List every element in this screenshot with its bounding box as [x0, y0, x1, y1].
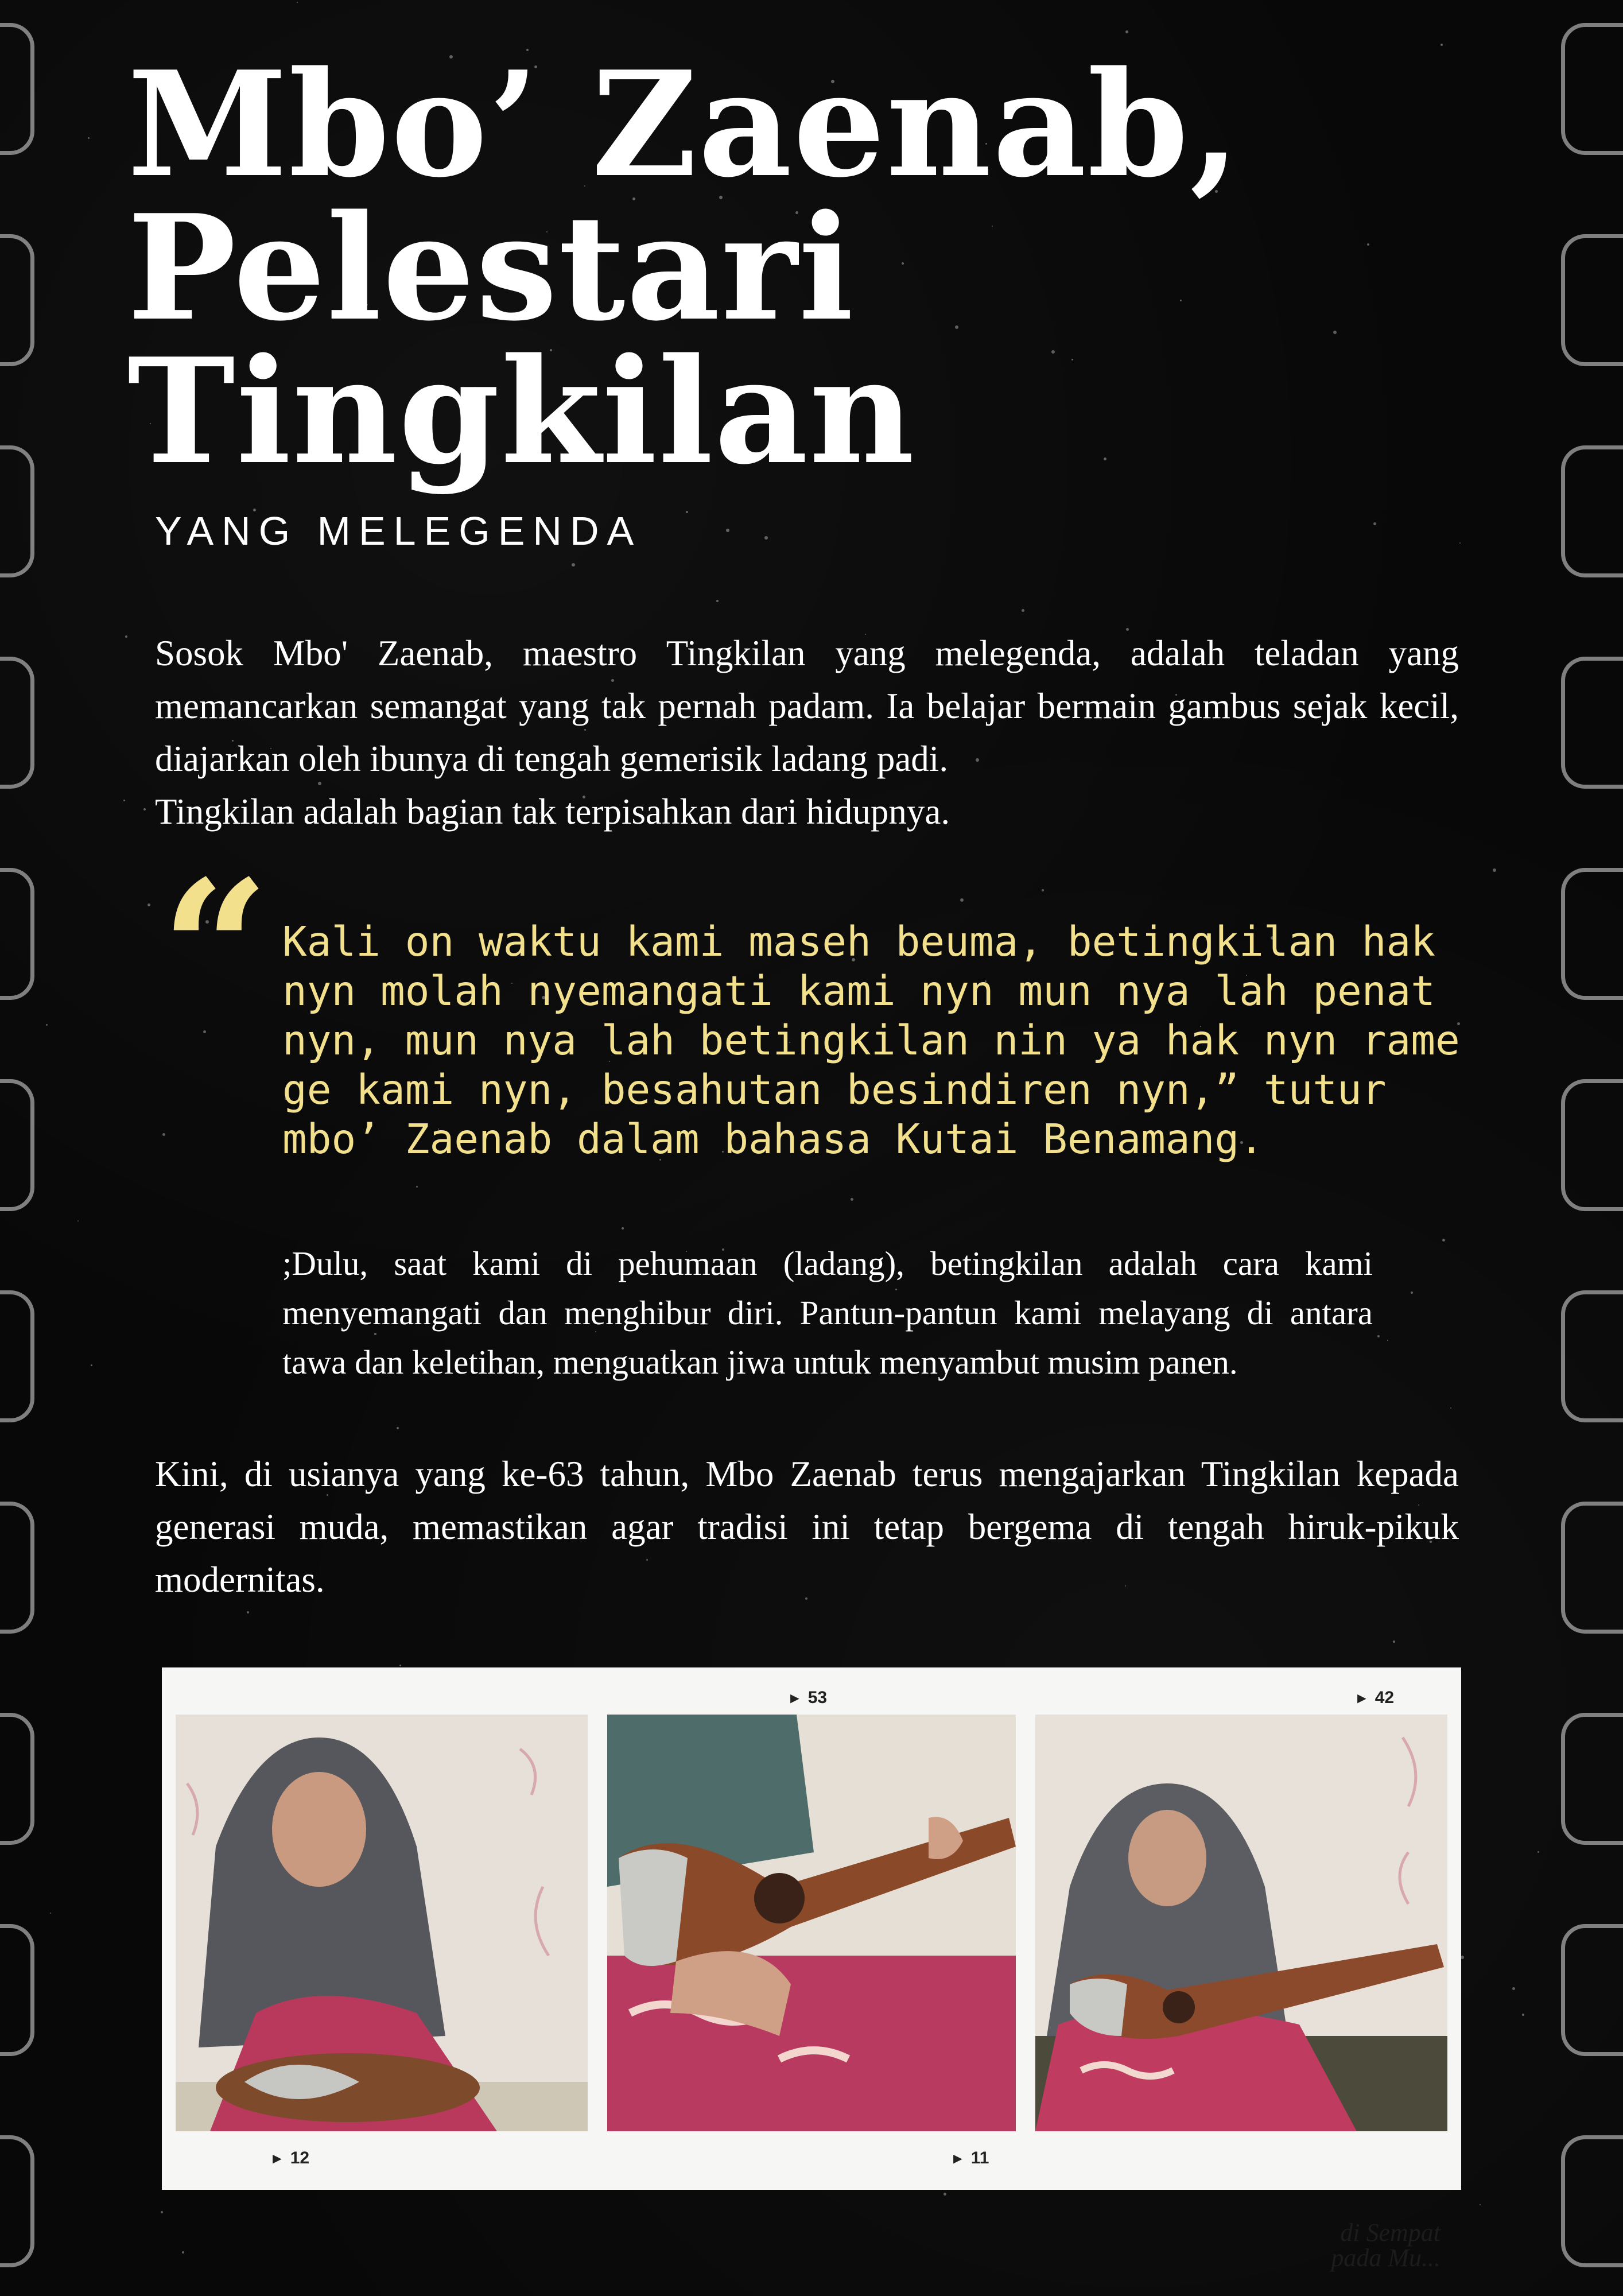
corner-caption — [1268, 2220, 1440, 2271]
film-speck — [1393, 1640, 1395, 1643]
film-speck — [182, 2251, 184, 2254]
film-speck — [943, 2193, 946, 2196]
quote-translation: ;Dulu, saat kami di pehumaan (ladang), betingkilan adalah cara kami menyemangati dan menghibur diri. Pantun-pantun kami melayang di antara tawa dan keletihan, menguatkan jiwa untuk menyambut musim panen. — [282, 1244, 1373, 1381]
film-speck — [123, 800, 125, 801]
sprocket-hole — [1561, 1502, 1623, 1634]
sprocket-hole — [0, 657, 34, 789]
film-speck — [1022, 609, 1024, 612]
closing-paragraph: Kini, di usianya yang ke-63 tahun, Mbo Zaenab terus mengajarkan Tingkilan kepada generasi muda, memastikan agar tradisi ini tetap bergema di tengah hiruk-pikuk modernitas. — [155, 1454, 1459, 1600]
film-strip — [162, 1667, 1461, 2190]
sprocket-hole — [1561, 1713, 1623, 1845]
film-speck — [716, 600, 719, 602]
photo-hands-playing-gambus — [607, 1715, 1016, 2131]
film-speck — [1333, 331, 1337, 334]
page-title — [127, 40, 1275, 497]
film-speck — [1411, 1292, 1413, 1294]
intro-text — [155, 627, 1459, 838]
film-speck — [1440, 44, 1443, 46]
film-speck — [726, 529, 729, 532]
quote-text: Kali on waktu kami maseh beuma, betingkilan hak nyn molah nyemangati kami nyn mun nya lah penat nyn, mun nya lah betingkilan nin ya hak nyn rame ge kami nyn, besahutan besindiren nyn,” tutur mbo’ Zaenab dalam bahasa Kutai Benamang. — [282, 918, 1460, 1163]
sprocket-hole — [0, 1502, 34, 1634]
frame-arrow-icon: ► — [270, 2150, 285, 2167]
film-speck — [397, 1427, 399, 1429]
frame-number: ► 42 — [1354, 1688, 1395, 1707]
sprocket-hole — [1561, 2135, 1623, 2267]
sprocket-hole — [1561, 23, 1623, 155]
sprocket-hole — [1561, 1924, 1623, 2056]
title-line: Mbo’ Zaenab, — [127, 40, 1241, 210]
film-speck — [147, 903, 150, 906]
film-speck — [1442, 1239, 1445, 1242]
film-speck — [161, 2211, 163, 2213]
film-speck — [1042, 889, 1044, 891]
film-speck — [572, 563, 575, 567]
film-speck — [960, 898, 964, 902]
film-speck — [77, 1220, 79, 1221]
sprocket-hole — [1561, 234, 1623, 366]
film-speck — [1512, 1987, 1515, 1990]
title-line: Tingkilan — [127, 327, 916, 497]
film-speck — [143, 808, 146, 810]
film-speck — [1459, 542, 1461, 544]
frame-arrow-icon: ► — [787, 1689, 802, 1707]
film-speck — [1377, 1335, 1380, 1337]
intro-paragraph: Sosok Mbo' Zaenab, maestro Tingkilan yang melegenda, adalah teladan yang memancarkan semangat yang tak pernah padam. Ia belajar bermain gambus sejak kecil, diajarkan oleh ibunya di tengah gemerisik ladang padi. — [155, 633, 1459, 779]
film-speck — [1480, 2204, 1481, 2205]
film-speck — [125, 635, 127, 638]
sprocket-hole — [0, 234, 34, 366]
title-line: Pelestari — [127, 183, 855, 353]
film-speck — [1125, 30, 1128, 33]
sprocket-hole — [1561, 445, 1623, 577]
film-speck — [1387, 1340, 1388, 1341]
frame-number: ► 53 — [787, 1688, 828, 1707]
quote-mark-icon: “ — [161, 839, 270, 1061]
photo-woman-playing-gambus — [1035, 1715, 1447, 2131]
sprocket-hole — [0, 1079, 34, 1211]
sprocket-hole — [1561, 1290, 1623, 1422]
frame-number: ► 11 — [950, 2148, 989, 2167]
film-speck — [1493, 868, 1496, 872]
film-speck — [416, 1186, 418, 1188]
corner-caption-line: di Sempat — [1340, 2219, 1440, 2247]
sprocket-hole — [1561, 1079, 1623, 1211]
film-speck — [622, 1227, 624, 1230]
sprocket-hole — [0, 1290, 34, 1422]
sprocket-hole — [1561, 868, 1623, 1000]
sprocket-hole — [0, 2135, 34, 2267]
film-speck — [1367, 243, 1369, 246]
film-speck — [764, 536, 768, 540]
film-speck — [1537, 1851, 1539, 1853]
sprocket-hole — [0, 23, 34, 155]
film-speck — [851, 1198, 853, 1201]
film-speck — [88, 137, 90, 139]
film-speck — [46, 1024, 48, 1026]
film-speck — [91, 1364, 92, 1366]
frame-arrow-icon: ► — [1354, 1689, 1369, 1707]
sprocket-hole — [0, 1713, 34, 1845]
film-speck — [1522, 2014, 1524, 2016]
sprocket-hole — [0, 445, 34, 577]
sprocket-hole — [0, 868, 34, 1000]
frame-number: ► 12 — [270, 2148, 310, 2167]
sprocket-hole — [0, 1924, 34, 2056]
film-speck — [399, 1665, 401, 1666]
frame-arrow-icon: ► — [950, 2150, 965, 2167]
page-subtitle: YANG MELEGENDA — [155, 509, 642, 553]
film-speck — [247, 1611, 249, 1614]
intro-line: Tingkilan adalah bagian tak terpisahkan dari hidupnya. — [155, 792, 950, 832]
film-speck — [686, 511, 688, 513]
film-speck — [162, 1133, 165, 1136]
film-speck — [1373, 522, 1376, 525]
film-speck — [50, 1913, 51, 1914]
photo-woman-with-gambus — [176, 1715, 588, 2131]
film-speck — [297, 2, 298, 3]
sprocket-hole — [1561, 657, 1623, 789]
corner-caption-line: pada Mu... — [1331, 2244, 1440, 2272]
film-speck — [1450, 1407, 1451, 1409]
